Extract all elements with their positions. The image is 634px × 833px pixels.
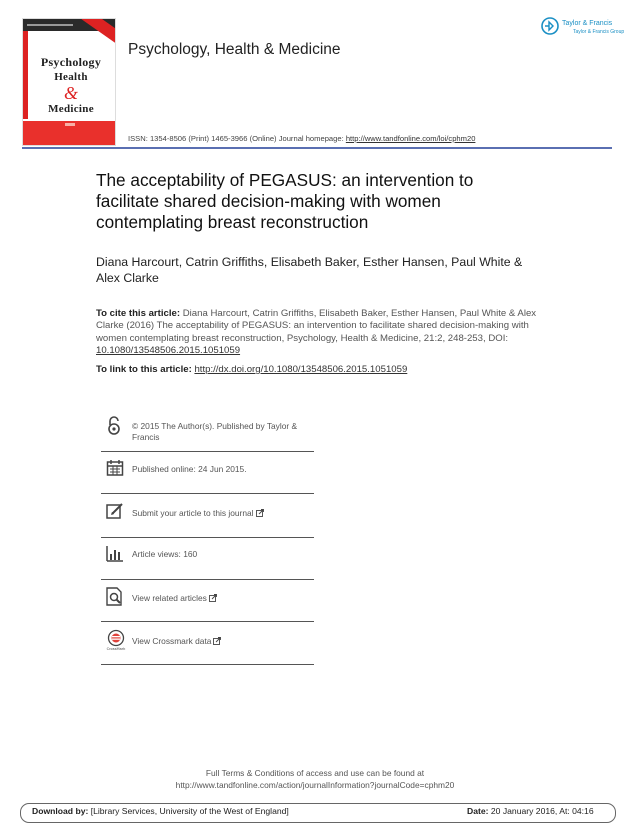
cover-ampersand: & <box>63 83 78 103</box>
article-views-text: Article views: 160 <box>132 549 198 559</box>
publisher-logo-icon <box>540 16 560 36</box>
citation-label: To cite this article: <box>96 308 181 319</box>
open-access-icon <box>106 416 122 441</box>
submit-article-row[interactable] <box>101 494 314 538</box>
cover-side-bar <box>23 31 28 119</box>
svg-text:CrossMark: CrossMark <box>106 647 126 651</box>
citation-text: Diana Harcourt, Catrin Griffiths, Elisabeth Baker, Esther Hansen, Paul White & Alex Clarke (2016) The acceptability of PEGASUS: an intervention to facilitate shared decision-making with women contemplating breast reconstruction, Psychology, Health & Medicine, 21:2, 248-253, DOI: <box>96 308 537 344</box>
cover-title-line-2: Health <box>54 71 88 83</box>
downloaded-by-value: [Library Services, University of the West of England] <box>88 806 289 816</box>
downloaded-by-label: Download by: <box>32 806 89 816</box>
license-row <box>101 410 314 452</box>
search-related-icon <box>106 587 124 611</box>
article-doi-link[interactable]: http://dx.doi.org/10.1080/13548506.2015.1051059 <box>194 364 408 375</box>
external-link-icon <box>256 509 264 517</box>
citation-doi-link[interactable]: 10.1080/13548506.2015.1051059 <box>96 345 241 357</box>
issn-text: ISSN: 1354-8506 (Print) 1465-3966 (Online) Journal homepage: <box>128 134 346 143</box>
terms-note <box>120 768 510 791</box>
journal-cover-image <box>22 18 116 146</box>
calendar-icon <box>106 459 124 482</box>
header-divider <box>22 147 612 149</box>
terms-line-1: Full Terms & Conditions of access and use can be found at <box>205 768 425 778</box>
crossmark-link[interactable]: View Crossmark data <box>132 636 312 647</box>
download-date-label: Date: <box>467 806 489 816</box>
download-date-value: 20 January 2016, At: 04:16 <box>488 806 594 816</box>
bar-chart-icon <box>106 544 124 567</box>
publisher-logo-group: Taylor & Francis Group <box>573 29 625 35</box>
article-authors: Diana Harcourt, Catrin Griffiths, Elisabeth Baker, Esther Hansen, Paul White & Alex Clarke <box>96 255 523 285</box>
journal-title: Psychology, Health & Medicine <box>128 41 341 58</box>
related-articles-link[interactable]: View related articles <box>132 593 312 604</box>
external-link-icon <box>209 594 217 602</box>
citation-block <box>96 308 546 358</box>
related-articles-row[interactable] <box>101 580 314 622</box>
terms-url[interactable]: http://www.tandfonline.com/action/journalInformation?journalCode=cphm20 <box>175 779 455 790</box>
downloaded-by <box>32 806 289 816</box>
cover-title-line-3: Medicine <box>48 103 94 115</box>
submit-article-icon <box>106 502 124 525</box>
publisher-logo-name: Taylor & Francis <box>562 20 613 27</box>
license-text: © 2015 The Author(s). Published by Taylor & Francis <box>132 421 298 442</box>
crossmark-icon <box>106 629 126 656</box>
published-online-text: Published online: 24 Jun 2015. <box>132 464 247 474</box>
crossmark-row[interactable] <box>101 622 314 665</box>
cover-footer-band <box>23 121 115 145</box>
article-title: The acceptability of PEGASUS: an intervention to facilitate shared decision-making with women contemplating breast reconstruction <box>96 170 474 232</box>
published-online-row <box>101 452 314 494</box>
row-divider <box>101 664 314 665</box>
publisher-logo[interactable] <box>540 16 625 38</box>
download-date <box>467 806 594 816</box>
issn-line <box>128 134 475 143</box>
submit-article-link[interactable]: Submit your article to this journal <box>132 508 312 519</box>
article-views-row <box>101 538 314 580</box>
cover-title-line-1: Psychology <box>40 55 102 69</box>
journal-homepage-link[interactable]: http://www.tandfonline.com/loi/cphm20 <box>345 134 476 143</box>
article-link-line <box>96 364 546 375</box>
external-link-icon <box>213 637 221 645</box>
link-label: To link to this article: <box>96 364 195 375</box>
